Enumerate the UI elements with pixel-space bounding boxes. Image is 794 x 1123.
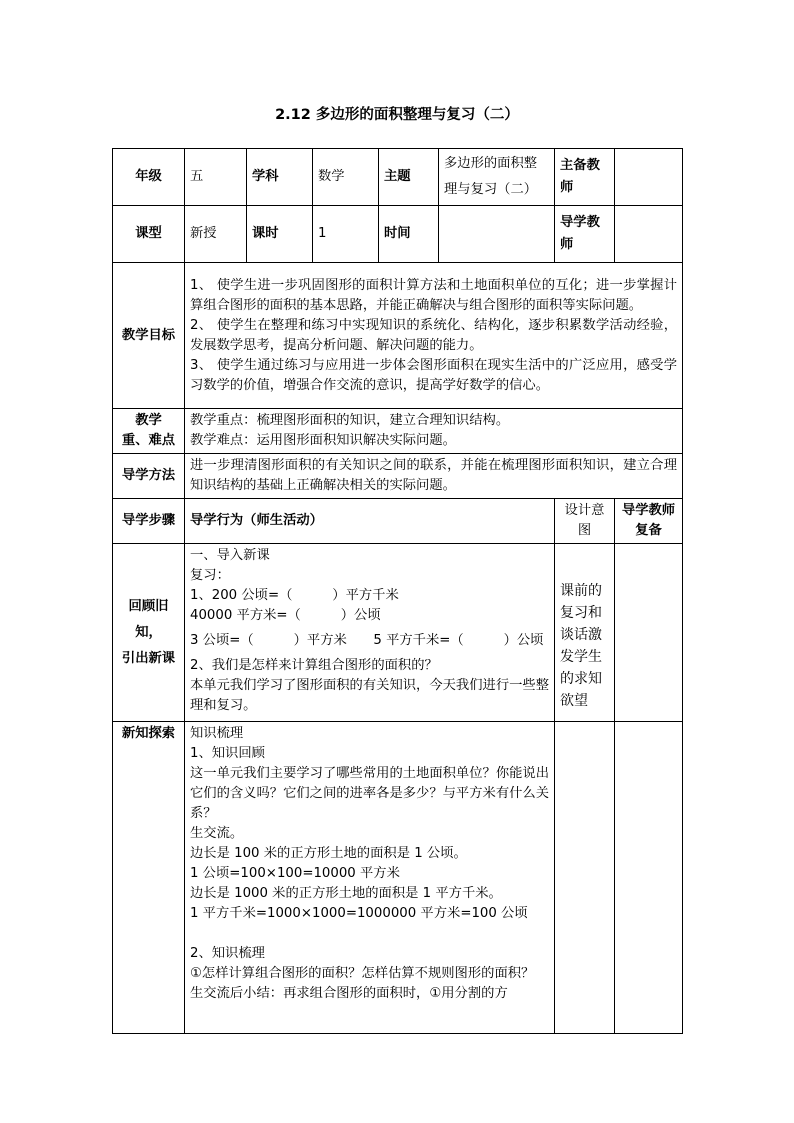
explore-line: 1 公顷=100×100=10000 平方米 [190, 866, 400, 881]
type-label: 课型 [113, 206, 185, 263]
explore-content [185, 722, 555, 1034]
step-header: 导学步骤 [113, 499, 185, 544]
explore-line [190, 924, 549, 944]
grade-label: 年级 [113, 149, 185, 206]
method-text: 进一步理清图形面积的有关知识之间的联系，并能在梳理图形面积知识，建立合理知识结构的基础上正确解决相关的实际问题。 [185, 454, 683, 499]
guide-teacher-value [615, 206, 683, 263]
teacher-value [615, 149, 683, 206]
row-steps-header [113, 499, 683, 544]
review-content [185, 544, 555, 722]
period-value: 1 [313, 206, 379, 263]
review-line: 3 公顷=（ ）平方米 5 平方千米=（ ）公顷 [190, 633, 544, 648]
objective-item: 2、 使学生在整理和练习中实现知识的系统化、结构化，逐步积累数学活动经验，发展数学思考，提高分析问题、解决问题的能力。 [190, 317, 677, 353]
explore-line: 生交流。 [190, 826, 244, 841]
time-value [439, 206, 555, 263]
review-prep [615, 544, 683, 722]
review-line: 本单元我们学习了图形面积的有关知识，今天我们进行一些整理和复习。 [190, 678, 550, 713]
row-review [113, 544, 683, 722]
grade-value: 五 [185, 149, 247, 206]
explore-line: 这一单元我们主要学习了哪些常用的土地面积单位？你能说出它们的含义吗？它们之间的进率各是多少？与平方米有什么关系？ [190, 766, 550, 821]
review-label: 回顾旧知， 引出新课 [113, 544, 185, 722]
guide-teacher-label: 导学教师 [555, 206, 615, 263]
explore-line: 2、知识梳理 [190, 946, 265, 961]
review-intent: 课前的复习和谈话激发学生的求知欲望 [555, 544, 615, 722]
explore-line: 生交流后小结：再求组合图形的面积时，①用分割的方 [190, 986, 508, 1001]
topic-label: 主题 [379, 149, 439, 206]
explore-intent [555, 722, 615, 1034]
objectives-label: 教学目标 [113, 263, 185, 409]
type-value: 新授 [185, 206, 247, 263]
explore-line: 边长是 100 米的正方形土地的面积是 1 公顷。 [190, 846, 467, 861]
topic-value: 多边形的面积整理与复习（二） [439, 149, 555, 206]
teacher-label: 主备教师 [555, 149, 615, 206]
prep-header: 导学教师复备 [615, 499, 683, 544]
explore-label: 新知探索 [113, 722, 185, 1034]
page-title: 2.12 多边形的面积整理与复习（二） [275, 107, 519, 123]
method-label: 导学方法 [113, 454, 185, 499]
explore-line: 边长是 1000 米的正方形土地的面积是 1 平方千米。 [190, 886, 502, 901]
row-key-points [113, 409, 683, 454]
explore-line: 1、知识回顾 [190, 746, 265, 761]
subject-label: 学科 [247, 149, 313, 206]
time-label: 时间 [379, 206, 439, 263]
objective-item: 3、 使学生通过练习与应用进一步体会图形面积在现实生活中的广泛应用，感受学习数学的价值，增强合作交流的意识，提高学好数学的信心。 [190, 357, 677, 393]
lesson-plan-table [112, 148, 683, 1034]
explore-line: ①怎样计算组合图形的面积？怎样估算不规则图形的面积？ [190, 966, 535, 981]
period-label: 课时 [247, 206, 313, 263]
row-grade [113, 149, 683, 206]
explore-line: 1 平方千米=1000×1000=1000000 平方米=100 公顷 [190, 906, 528, 921]
review-line: 40000 平方米=（ ）公顷 [190, 608, 381, 623]
key-points-label: 教学 重、难点 [113, 409, 185, 454]
explore-line: 知识梳理 [190, 726, 244, 741]
row-objectives [113, 263, 683, 409]
subject-value: 数学 [313, 149, 379, 206]
review-line: 一、导入新课 [190, 548, 270, 563]
review-line: 1、200 公顷=（ ）平方千米 [190, 588, 399, 603]
review-line: 复习： [190, 568, 230, 583]
objective-item: 1、 使学生进一步巩固图形的面积计算方法和土地面积单位的互化；进一步掌握计算组合图形的面积的基本思路，并能正确解决与组合图形的面积等实际问题。 [190, 277, 677, 313]
review-line: 2、我们是怎样来计算组合图形的面积的？ [190, 658, 438, 673]
focus-text: 教学重点：梳理图形面积的知识，建立合理知识结构。 [190, 413, 510, 428]
row-method [113, 454, 683, 499]
intent-header: 设计意图 [555, 499, 615, 544]
difficulty-text: 教学难点：运用图形面积知识解决实际问题。 [190, 433, 456, 448]
explore-prep [615, 722, 683, 1034]
objectives-cell [185, 263, 683, 409]
row-type [113, 206, 683, 263]
behavior-header: 导学行为（师生活动） [185, 499, 555, 544]
row-explore [113, 722, 683, 1034]
key-points-cell [185, 409, 683, 454]
